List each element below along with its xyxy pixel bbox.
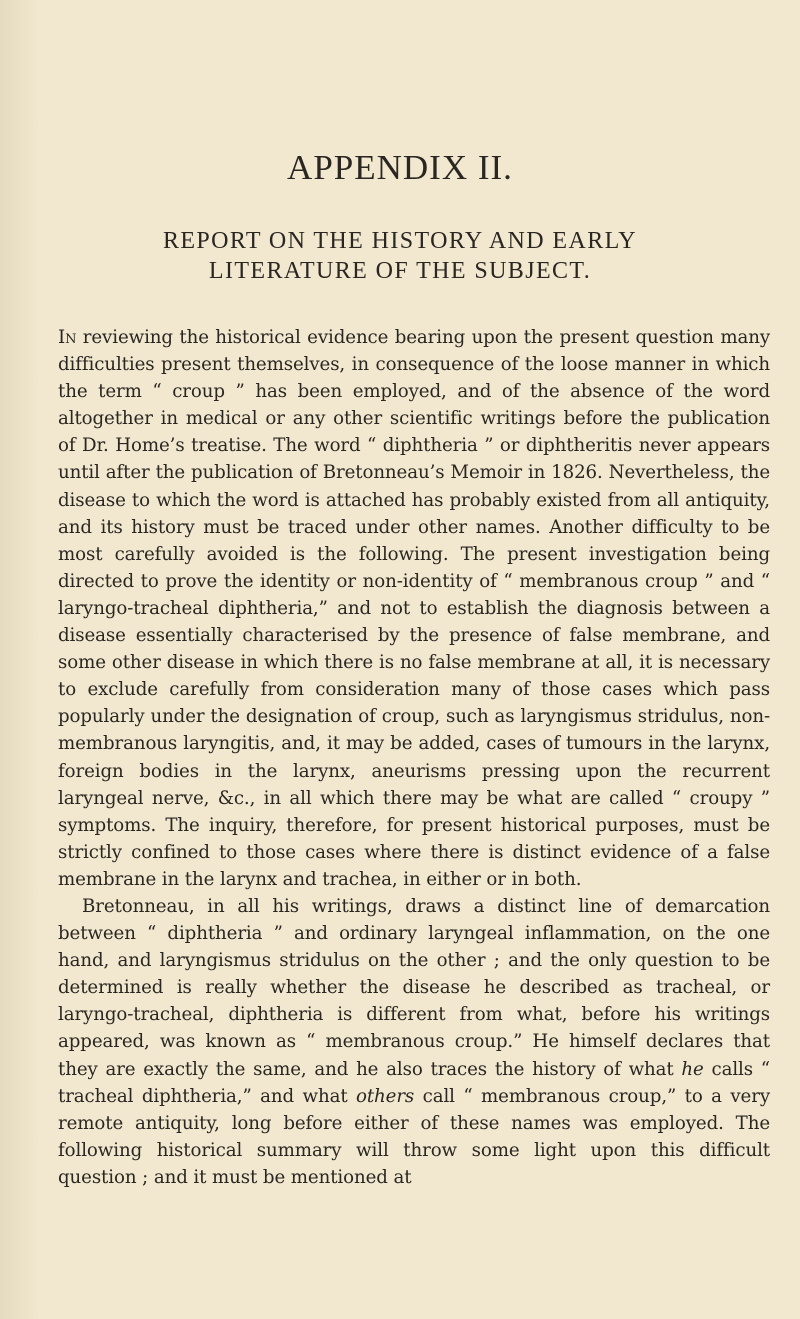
italic-he: he: [681, 1058, 704, 1080]
paragraph-1: [58, 324, 770, 893]
body-text: [58, 324, 770, 1191]
report-title-line-2: LITERATURE OF THE SUBJECT.: [208, 258, 592, 284]
paragraph-2: [58, 893, 770, 1191]
page-fold-shadow: [0, 0, 40, 1319]
paragraph-2-text-a: Bretonneau, in all his writings, draws a distinct line of demarcation between “ diphtheria ” and ordinary laryngeal inflammation, on the one hand, and laryngismus stridulus on the other ; and the only question to be determined is really whether the disease he described as tracheal, or laryngo-tracheal, diphtheria is different from what, before his writings appeared, was known as “ membranous croup.” He himself declares that they are exactly the same, and he also traces the history of what: [58, 895, 770, 1080]
paragraph-2-text-c: call “ membranous croup,” to a very remote antiquity, long before either of these names was employed. The following historical summary will throw some light upon this difficult question ; and it must be mentioned at: [58, 1085, 770, 1188]
appendix-title: APPENDIX II.: [287, 148, 513, 187]
paragraph-2-text-b: calls “ tracheal diphtheria,” and what: [58, 1058, 770, 1107]
italic-others: others: [356, 1085, 415, 1107]
paragraph-1-text: reviewing the historical evidence bearing upon the present question many difficulties present themselves, in consequence of the loose manner in which the term “ croup ” has been employed, and of the absence of the word altogether in medical or any other scientific writings before the publication of Dr. Home’s treatise. The word “ diphtheria ” or diphtheritis never appears until after the publication of Bretonneau’s Memoir in 1826. Nevertheless, the disease to which the word is attached has probably existed from all antiquity, and its history must be traced under other names. Another difficulty to be most carefully avoided is the following. The present investigation being directed to prove the identity or non-identity of “ membranous croup ” and “ laryngo-tracheal diphtheria,” and not to establish the diagnosis between a disease essentially characterised by the presence of false membrane, and some other disease in which there is no false membrane at all, it is necessary to exclude carefully from consideration many of those cases which pass popularly under the designation of croup, such as laryngismus stridulus, non-membranous laryngitis, and, it may be added, cases of tumours in the larynx, foreign bodies in the larynx, aneurisms pressing upon the recurrent laryngeal nerve, &c., in all which there may be what are called “ croupy ” symptoms. The inquiry, therefore, for present historical purposes, must be strictly confined to those cases where there is distinct evidence of a false membrane in the larynx and trachea, in either or in both.: [58, 327, 770, 890]
report-title-line-1: REPORT ON THE HISTORY AND EARLY: [162, 228, 638, 254]
dropcap-word: In: [58, 327, 77, 348]
